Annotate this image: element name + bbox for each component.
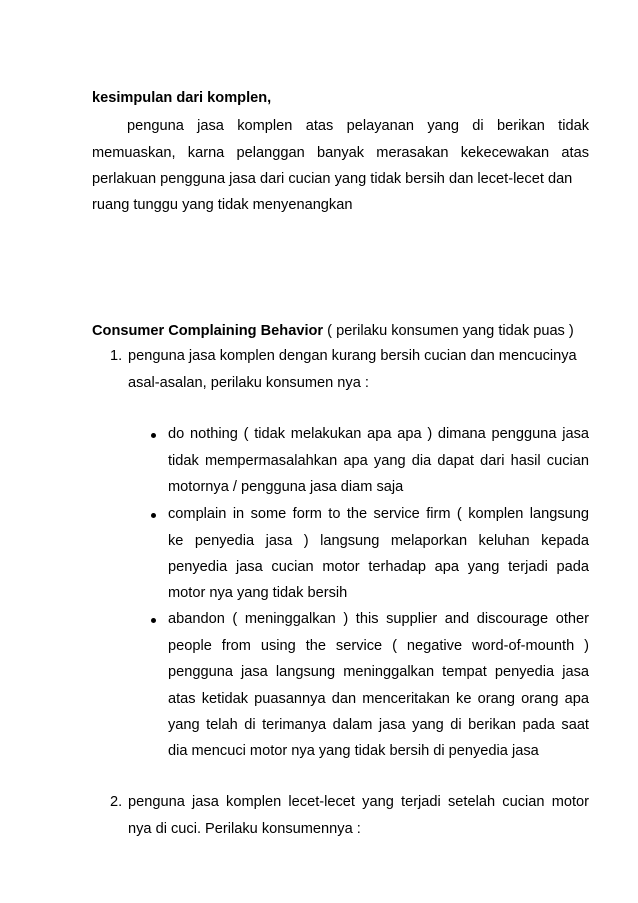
list-item-line: asal-asalan, perilaku konsumen nya : [128, 375, 369, 391]
bullet-line: penyedia jasa cucian motor terhadap apa yang terjadi pada [168, 559, 589, 575]
bullet-line: motor nya yang tidak bersih [168, 585, 348, 601]
bullet-line: abandon ( meninggalkan ) this supplier and discourage other [168, 611, 589, 627]
list-item-line: penguna jasa komplen dengan kurang bersih cucian dan mencucinya [128, 348, 577, 364]
bullet-icon [151, 618, 156, 623]
list-number: 1. [110, 348, 123, 364]
bullet-icon [151, 433, 156, 438]
bullet-line: atas ketidak puasannya dan menceritakan ke orang orang apa [168, 691, 589, 707]
bullet-line: motornya / pengguna jasa diam saja [168, 479, 404, 495]
bullet-icon [151, 513, 156, 518]
bullet-line: ke penyedia jasa ) langsung melaporkan keluhan kepada [168, 533, 589, 549]
bullet-line: tidak mempermasalahkan apa yang dia dapat dari hasil cucian [168, 453, 589, 469]
bullet-line: yang telah di terimanya dalam jasa yang di berikan pada saat [168, 717, 589, 733]
conclusion-line: ruang tunggu yang tidak menyenangkan [92, 197, 353, 213]
ccb-heading-rest: ( perilaku konsumen yang tidak puas ) [323, 323, 574, 339]
bullet-line: pengguna jasa langsung meninggalkan tempat penyedia jasa [168, 664, 589, 680]
conclusion-line: penguna jasa komplen atas pelayanan yang di berikan tidak [127, 118, 589, 134]
bullet-line: people from using the service ( negative word-of-mounth ) [168, 638, 589, 654]
list-item-line: penguna jasa komplen lecet-lecet yang terjadi setelah cucian motor [128, 794, 589, 810]
conclusion-line: memuaskan, karna pelanggan banyak merasakan kekecewakan atas [92, 145, 589, 161]
ccb-heading [92, 322, 574, 340]
bullet-line: complain in some form to the service firm ( komplen langsung [168, 506, 589, 522]
conclusion-heading: kesimpulan dari komplen, [92, 90, 272, 106]
bullet-line: do nothing ( tidak melakukan apa apa ) dimana pengguna jasa [168, 426, 589, 442]
conclusion-line: perlakuan pengguna jasa dari cucian yang tidak bersih dan lecet-lecet dan [92, 171, 573, 187]
list-number: 2. [110, 794, 123, 810]
ccb-heading-bold: Consumer Complaining Behavior [92, 323, 324, 339]
bullet-line: dia mencuci motor nya yang tidak bersih di penyedia jasa [168, 743, 539, 759]
list-item-line: nya di cuci. Perilaku konsumennya : [128, 821, 361, 837]
